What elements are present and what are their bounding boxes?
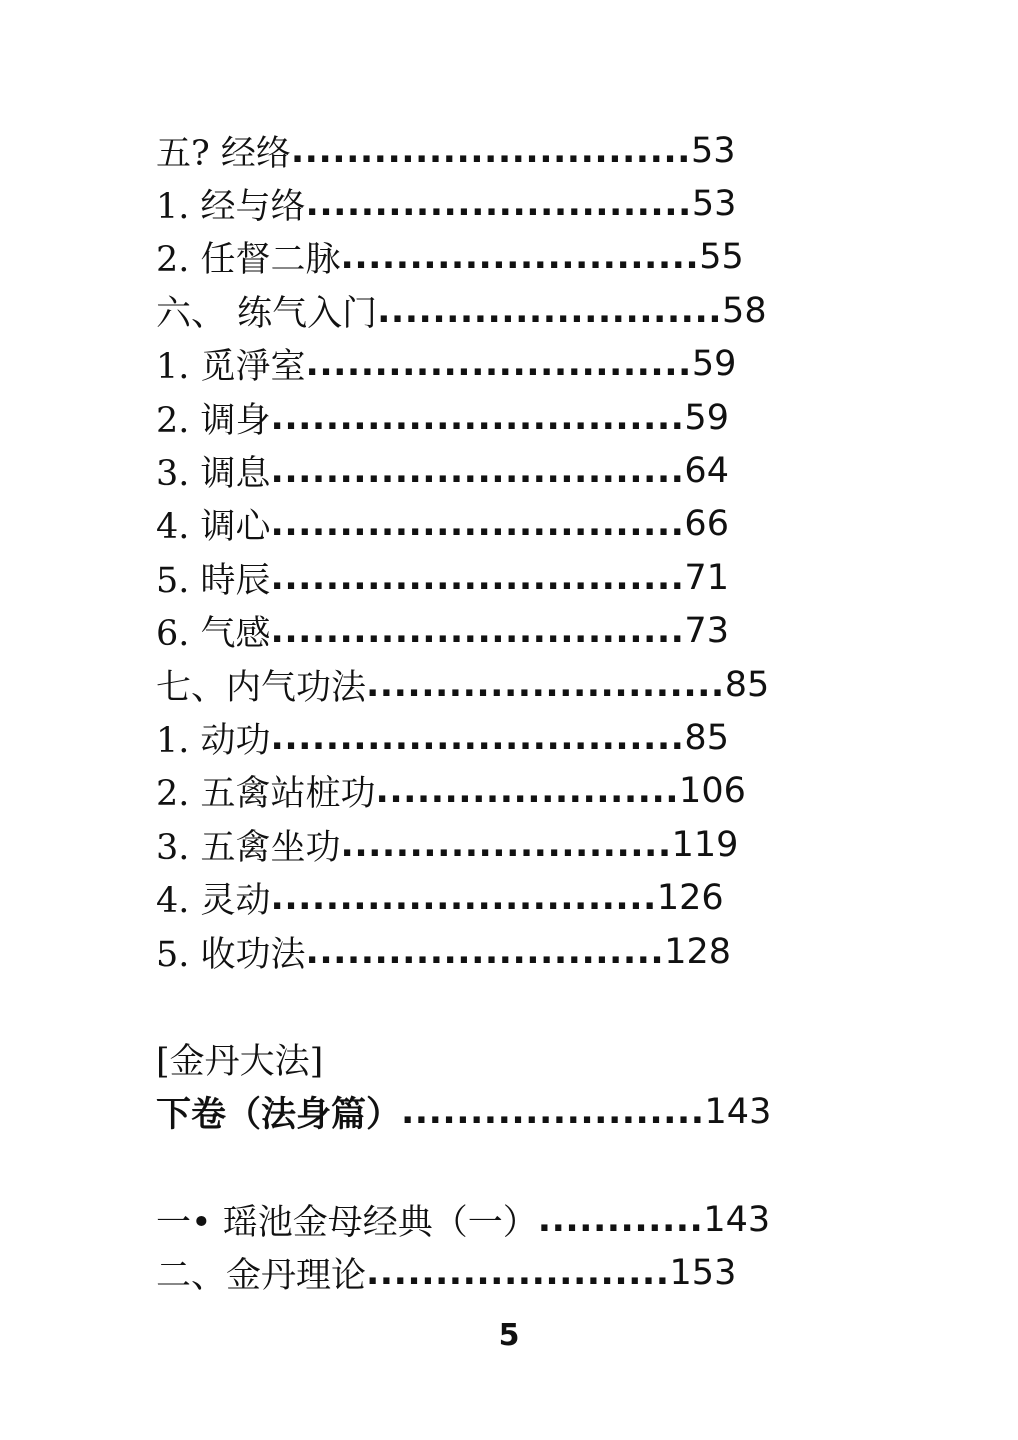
entry-page: 85 [684, 717, 729, 758]
dot-leader: .......................... [366, 664, 725, 705]
spacer [156, 1139, 856, 1193]
toc-entry [156, 498, 856, 551]
dot-leader: ............................ [305, 184, 692, 225]
entry-page: 53 [690, 130, 736, 171]
dot-leader: ...................... [366, 1253, 670, 1294]
entry-title: 六、 练气入门 [156, 293, 378, 334]
dot-leader: ........................ [340, 824, 672, 865]
toc-entry [156, 177, 856, 230]
entry-title: 七、内气功法 [156, 667, 367, 708]
entry-title: 2. 任督二脉 [156, 240, 341, 281]
entry-page: 119 [671, 824, 739, 865]
toc-entry [156, 711, 856, 764]
entry-page: 64 [684, 451, 729, 492]
toc-entry [156, 1193, 856, 1246]
entry-title: 1. 经与络 [156, 187, 306, 228]
entry-title: 五? 经络 [156, 133, 291, 174]
dot-leader: .............................. [270, 611, 685, 652]
dot-leader: ............ [537, 1199, 704, 1240]
toc-entry [156, 391, 856, 444]
entry-page: 143 [704, 1092, 772, 1133]
entry-title: 2. 五禽站桩功 [156, 774, 376, 815]
dot-leader: ......................... [377, 290, 723, 331]
dot-leader: ...................... [401, 1092, 705, 1133]
toc-entry [156, 284, 856, 337]
toc-entry [156, 231, 856, 284]
toc-entry [156, 765, 856, 818]
entry-page: 85 [724, 664, 770, 705]
dot-leader: ............................ [305, 344, 692, 385]
entry-page: 59 [691, 344, 737, 385]
entry-title: 1. 觅淨室 [156, 347, 306, 388]
dot-leader: .............................. [270, 717, 685, 758]
entry-title: 4. 灵动 [156, 881, 271, 922]
entry-page: 58 [722, 290, 767, 331]
toc-entry [156, 871, 856, 924]
entry-page: 53 [691, 184, 737, 225]
entry-page: 71 [684, 557, 729, 598]
entry-page: 128 [664, 931, 732, 972]
toc-entry [156, 124, 856, 177]
entry-title: 5. 時辰 [156, 560, 271, 601]
entry-page: 59 [684, 397, 729, 438]
entry-page: 55 [699, 237, 744, 278]
entry-title: 一• 瑶池金母经典（一） [156, 1202, 538, 1243]
dot-leader: .............................. [270, 397, 685, 438]
entry-title: 下卷（法身篇） [156, 1095, 402, 1136]
entry-page: 106 [679, 771, 746, 812]
toc-entry [156, 1246, 856, 1299]
entry-page: 153 [669, 1253, 737, 1294]
entry-title: 3. 调息 [156, 454, 271, 495]
dot-leader: ...................... [375, 771, 680, 812]
dot-leader: .............................. [270, 557, 685, 598]
spacer [156, 978, 856, 1032]
entry-page: 66 [684, 504, 729, 545]
toc-entry [156, 658, 856, 711]
dot-leader: .............................. [270, 451, 685, 492]
toc-entry [156, 551, 856, 604]
entry-page: 143 [703, 1199, 771, 1240]
entry-title: 5. 收功法 [156, 934, 306, 975]
entry-title: 4. 调心 [156, 507, 271, 548]
table-of-contents [156, 124, 856, 1300]
dot-leader: .......................... [305, 931, 665, 972]
entry-title: 1. 动功 [156, 720, 271, 761]
dot-leader: .............................. [270, 504, 685, 545]
toc-entry [156, 605, 856, 658]
toc-entry [156, 338, 856, 391]
entry-title: 6. 气感 [156, 614, 271, 655]
toc-entry [156, 818, 856, 871]
dot-leader: ............................ [270, 878, 657, 919]
entry-title: 二、金丹理论 [156, 1256, 367, 1297]
page-number: 5 [498, 1318, 520, 1353]
volume-entry [156, 1086, 856, 1139]
toc-entry [156, 444, 856, 497]
entry-page: 126 [656, 878, 724, 919]
entry-title: 2. 调身 [156, 400, 271, 441]
section-heading: [金丹大法] [156, 1041, 324, 1082]
entry-page: 73 [684, 611, 729, 652]
dot-leader: ............................. [290, 130, 691, 171]
dot-leader: .......................... [340, 237, 700, 278]
entry-title: 3. 五禽坐功 [156, 827, 341, 868]
toc-entry [156, 925, 856, 978]
